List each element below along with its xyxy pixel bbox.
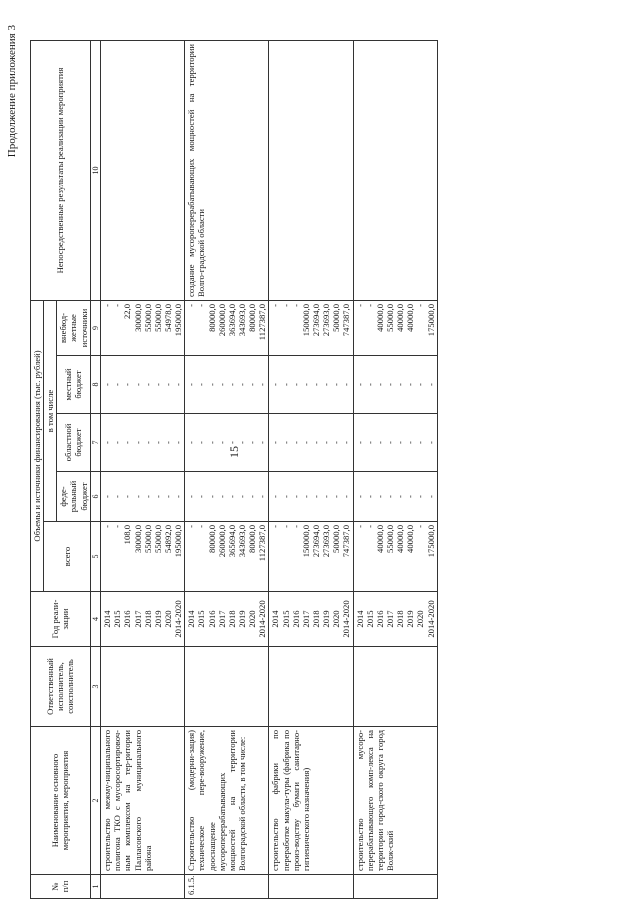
row-result [269,40,353,300]
continuation-label: Продолжение приложения 3 [6,25,18,158]
row-result [353,40,437,300]
row-num: 6.1.5. [185,875,269,899]
col-number: 10 [90,40,100,300]
row-regional: - - - - - - - - [185,414,269,472]
col-number: 5 [90,522,100,592]
row-regional: - - - - - - - - [101,414,185,472]
row-local: - - - - - - - - [353,356,437,414]
row-num [353,875,437,899]
row-result [101,40,185,300]
row-total: - - 40000,0 55000,0 40000,0 40000,0 - 175000,0 [353,522,437,592]
row-total: - - 80000,0 260000,0 365694,0 343693,0 80000,0 1127387,0 [185,522,269,592]
row-federal: - - - - - - - - [353,472,437,522]
header-total: всего [44,522,91,592]
row-federal: - - - - - - - - [269,472,353,522]
header-federal: феде-ральный бюджет [57,472,90,522]
row-federal: - - - - - - - - [185,472,269,522]
table-row [185,40,269,898]
table-row [101,40,185,898]
header-name: Наименование основного мероприятия, мероприятия [31,727,91,875]
header-finance: Объемы и источники финансирования (тыс. рублей) [31,300,44,591]
col-number: 4 [90,592,100,647]
measures-table [30,40,438,899]
row-local: - - - - - - - - [185,356,269,414]
row-local: - - - - - - - - [269,356,353,414]
row-total: - - 108,0 30000,0 55000,0 55000,0 54892,0 195000,0 [101,522,185,592]
row-years: 2014 2015 2016 2017 2018 2019 2020 2014-2020 [185,592,269,647]
row-num [101,875,185,899]
row-extra: - - 80000,0 260000,0 363694,0 343693,0 80000,0 1127387,0 [185,300,269,355]
col-number: 6 [90,472,100,522]
row-regional: - - - - - - - - [353,414,437,472]
row-years: 2014 2015 2016 2017 2018 2019 2020 2014-2020 [269,592,353,647]
col-number: 9 [90,300,100,355]
row-responsible [269,647,353,727]
row-responsible [185,647,269,727]
row-years: 2014 2015 2016 2017 2018 2019 2020 2014-2020 [353,592,437,647]
row-name: строительство фабрики по переработке макула-туры (фабрика по произ-водству бумаги санитарно-гигиенического назначения) [269,727,353,875]
row-name: строительство межму-ниципального полигона ТКО с мусоросортировоч-ным комплексом на тер-ритории Палласовского муниципального района [101,727,185,875]
row-federal: - - - - - - - - [101,472,185,522]
row-name: Строительство (модерни-зация) техническое пере-вооружение, дооснащение мусороперерабатывающих мощностей на территории Волгоградской области, в том числе: [185,727,269,875]
header-local: местный бюджет [57,356,90,414]
table-row [269,40,353,898]
col-number: 7 [90,414,100,472]
header-including: в том числе [44,300,57,521]
page-number: 15 [227,446,241,458]
header-num: № п/п [31,875,91,899]
header-extra: внебюд-жетные источники [57,300,90,355]
col-number: 1 [90,875,100,899]
row-name: строительство мусоро-перерабатывающего комп-лекса на территории город-ского округа город Волж-ский [353,727,437,875]
row-responsible [353,647,437,727]
col-number: 3 [90,647,100,727]
row-num [269,875,353,899]
row-extra: - - 40000,0 55000,0 40000,0 40000,0 - 175000,0 [353,300,437,355]
header-result: Непосредственные результаты реализации мероприятия [31,40,91,300]
row-years: 2014 2015 2016 2017 2018 2019 2020 2014-2020 [101,592,185,647]
header-responsible: Ответственный исполнитель, соисполнитель [31,647,91,727]
row-responsible [101,647,185,727]
col-number: 2 [90,727,100,875]
header-year: Год реали-зации [31,592,91,647]
row-result: создание мусороперерабатывающих мощностей на территории Волго-градской области [185,40,269,300]
col-number: 8 [90,356,100,414]
row-extra: - - - 150000,0 273694,0 273693,0 50000,0 747387,0 [269,300,353,355]
row-regional: - - - - - - - - [269,414,353,472]
table-row [353,40,437,898]
row-extra: - - 22,0 30000,0 55000,0 55000,0 54978,0 195000,0 [101,300,185,355]
row-total: - - - 150000,0 273694,0 273693,0 50000,0 747387,0 [269,522,353,592]
row-local: - - - - - - - - [101,356,185,414]
header-regional: областной бюджет [57,414,90,472]
